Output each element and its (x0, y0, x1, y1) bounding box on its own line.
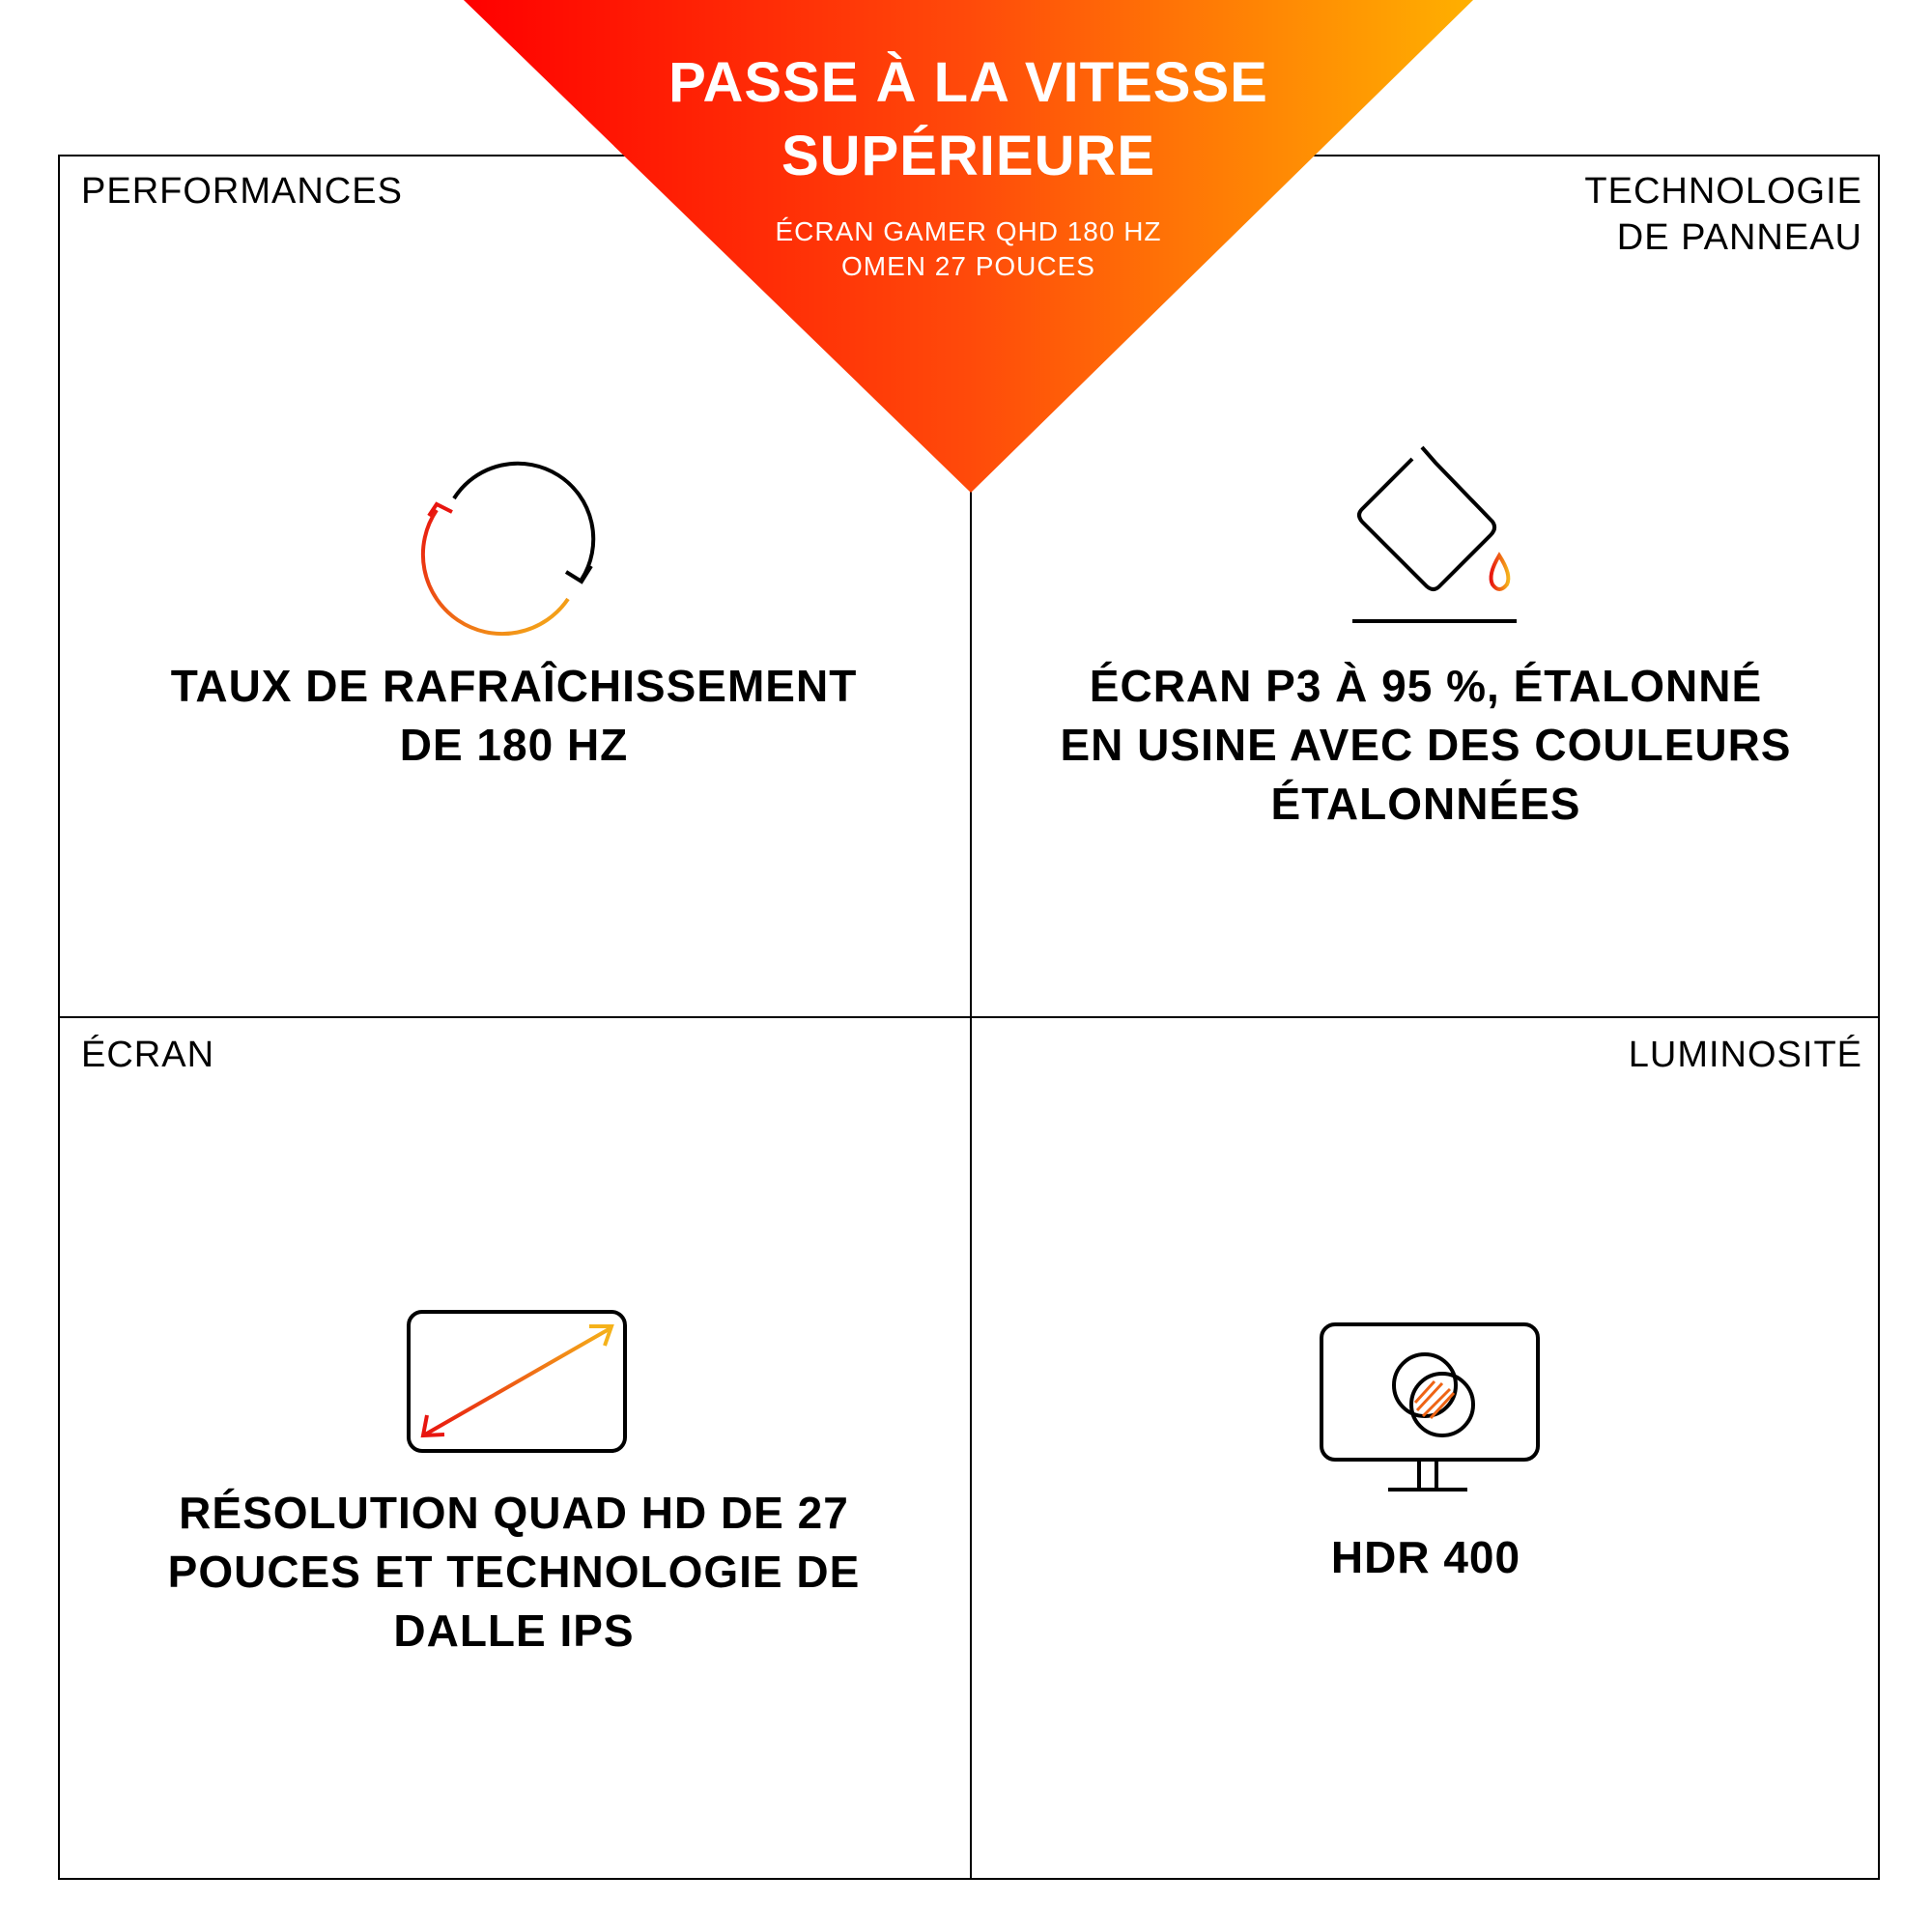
banner-subtitle: ÉCRAN GAMER QHD 180 HZ OMEN 27 POUCES (775, 216, 1162, 281)
color-calibration-icon (1343, 440, 1536, 633)
horizontal-divider (58, 1016, 1880, 1018)
feature-refresh-rate: TAUX DE RAFRAÎCHISSEMENT DE 180 HZ (170, 661, 858, 770)
refresh-cycle-icon (415, 454, 609, 638)
screen-diagonal-icon (406, 1309, 628, 1454)
category-panel-technology: TECHNOLOGIE DE PANNEAU (1584, 171, 1862, 258)
headline-banner (464, 0, 1473, 493)
feature-hdr: HDR 400 (1330, 1532, 1521, 1582)
category-performances: PERFORMANCES (81, 171, 403, 212)
banner-title: PASSE À LA VITESSE SUPÉRIEURE (668, 51, 1268, 187)
category-screen: ÉCRAN (81, 1035, 215, 1075)
feature-resolution: RÉSOLUTION QUAD HD DE 27 POUCES ET TECHNOLOGIE DE DALLE IPS (167, 1488, 861, 1656)
hdr-monitor-icon (1319, 1321, 1541, 1495)
feature-color-gamut: ÉCRAN P3 À 95 %, ÉTALONNÉ EN USINE AVEC DES COULEURS ÉTALONNÉES (1060, 661, 1792, 829)
category-brightness: LUMINOSITÉ (1628, 1035, 1862, 1075)
